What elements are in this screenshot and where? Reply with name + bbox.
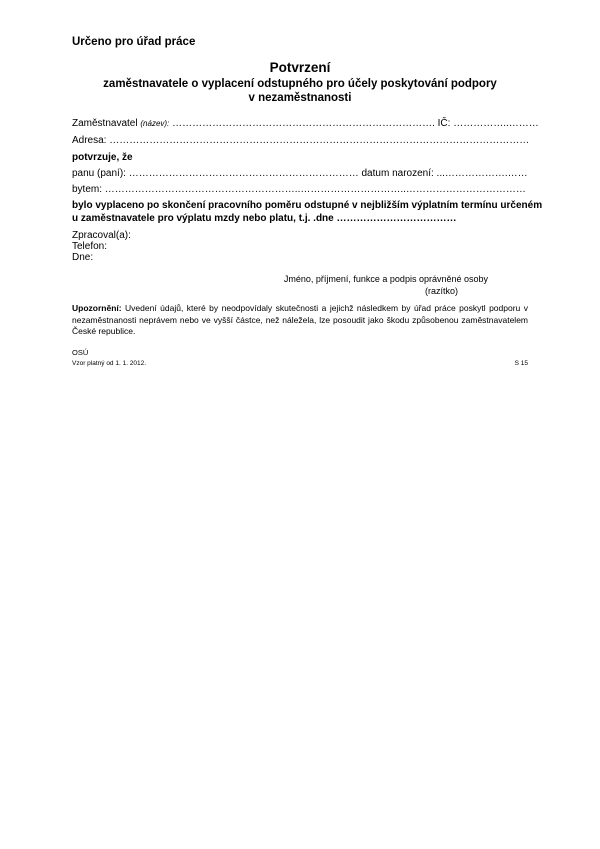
confirms-label: potvrzuje, že: [72, 152, 133, 163]
warning-paragraph: [72, 303, 528, 338]
statement-line1: bylo vyplaceno po skončení pracovního poměru odstupné v nejbližším výplatním termínu určeném: [72, 200, 543, 211]
residence-field[interactable]: …………………………………………………..…………………………..………………………………: [104, 184, 526, 195]
statement-line2[interactable]: u zaměstnavatele pro výplatu mzdy nebo platu, t.j. .dne ………………………………: [72, 213, 457, 224]
employer-row: [72, 118, 539, 129]
ic-field[interactable]: ……………..………: [453, 118, 539, 129]
phone-label: Telefon:: [72, 241, 108, 252]
ic-label: IČ:: [437, 118, 451, 129]
footer-org: OSÚ: [72, 348, 89, 357]
address-field[interactable]: ………………………………………………………………………………………………………………: [109, 135, 530, 146]
dob-label: datum narození:: [361, 168, 434, 179]
residence-label: bytem:: [72, 184, 103, 195]
person-label: panu (paní):: [72, 168, 126, 179]
warning-label: Upozornění:: [72, 303, 122, 313]
address-row: [72, 135, 529, 146]
form-subtitle-line1: zaměstnavatele o vyplacení odstupného pro účely poskytování podpory: [103, 78, 497, 90]
employer-label: Zaměstnavatel: [72, 118, 138, 129]
employer-label-note: (název):: [140, 119, 170, 128]
footer-valid-from: Vzor platný od 1. 1. 2012.: [72, 360, 147, 367]
form-subtitle-line2: v nezaměstnanosti: [248, 92, 352, 104]
address-label: Adresa:: [72, 135, 107, 146]
processed-by-label: Zpracoval(a):: [72, 230, 131, 241]
person-row: [72, 168, 528, 179]
stamp-caption: (razítko): [424, 286, 458, 296]
person-name-field[interactable]: ……………………………………………………………: [128, 168, 359, 179]
form-title: Potvrzení: [269, 60, 331, 75]
dob-field[interactable]: ...……………….……: [436, 168, 528, 179]
footer-form-code: S 15: [514, 360, 528, 367]
intended-for-note: Určeno pro úřad práce: [72, 36, 196, 48]
date-label: Dne:: [72, 252, 94, 263]
signature-caption: Jméno, příjmení, funkce a podpis oprávněné osoby: [283, 274, 488, 284]
warning-text: Uvedení údajů, které by neodpovídaly skutečnosti a jejichž následkem by úřad práce poskytl podporu v nezaměstnanosti neprávem nebo ve vyšší částce, než náležela, lze posoudit jako škodu způsobenou zaměstnavatelem České republice.: [72, 303, 528, 336]
employer-name-field[interactable]: …………………………………………………………………….: [172, 118, 435, 129]
residence-row: [72, 184, 526, 195]
